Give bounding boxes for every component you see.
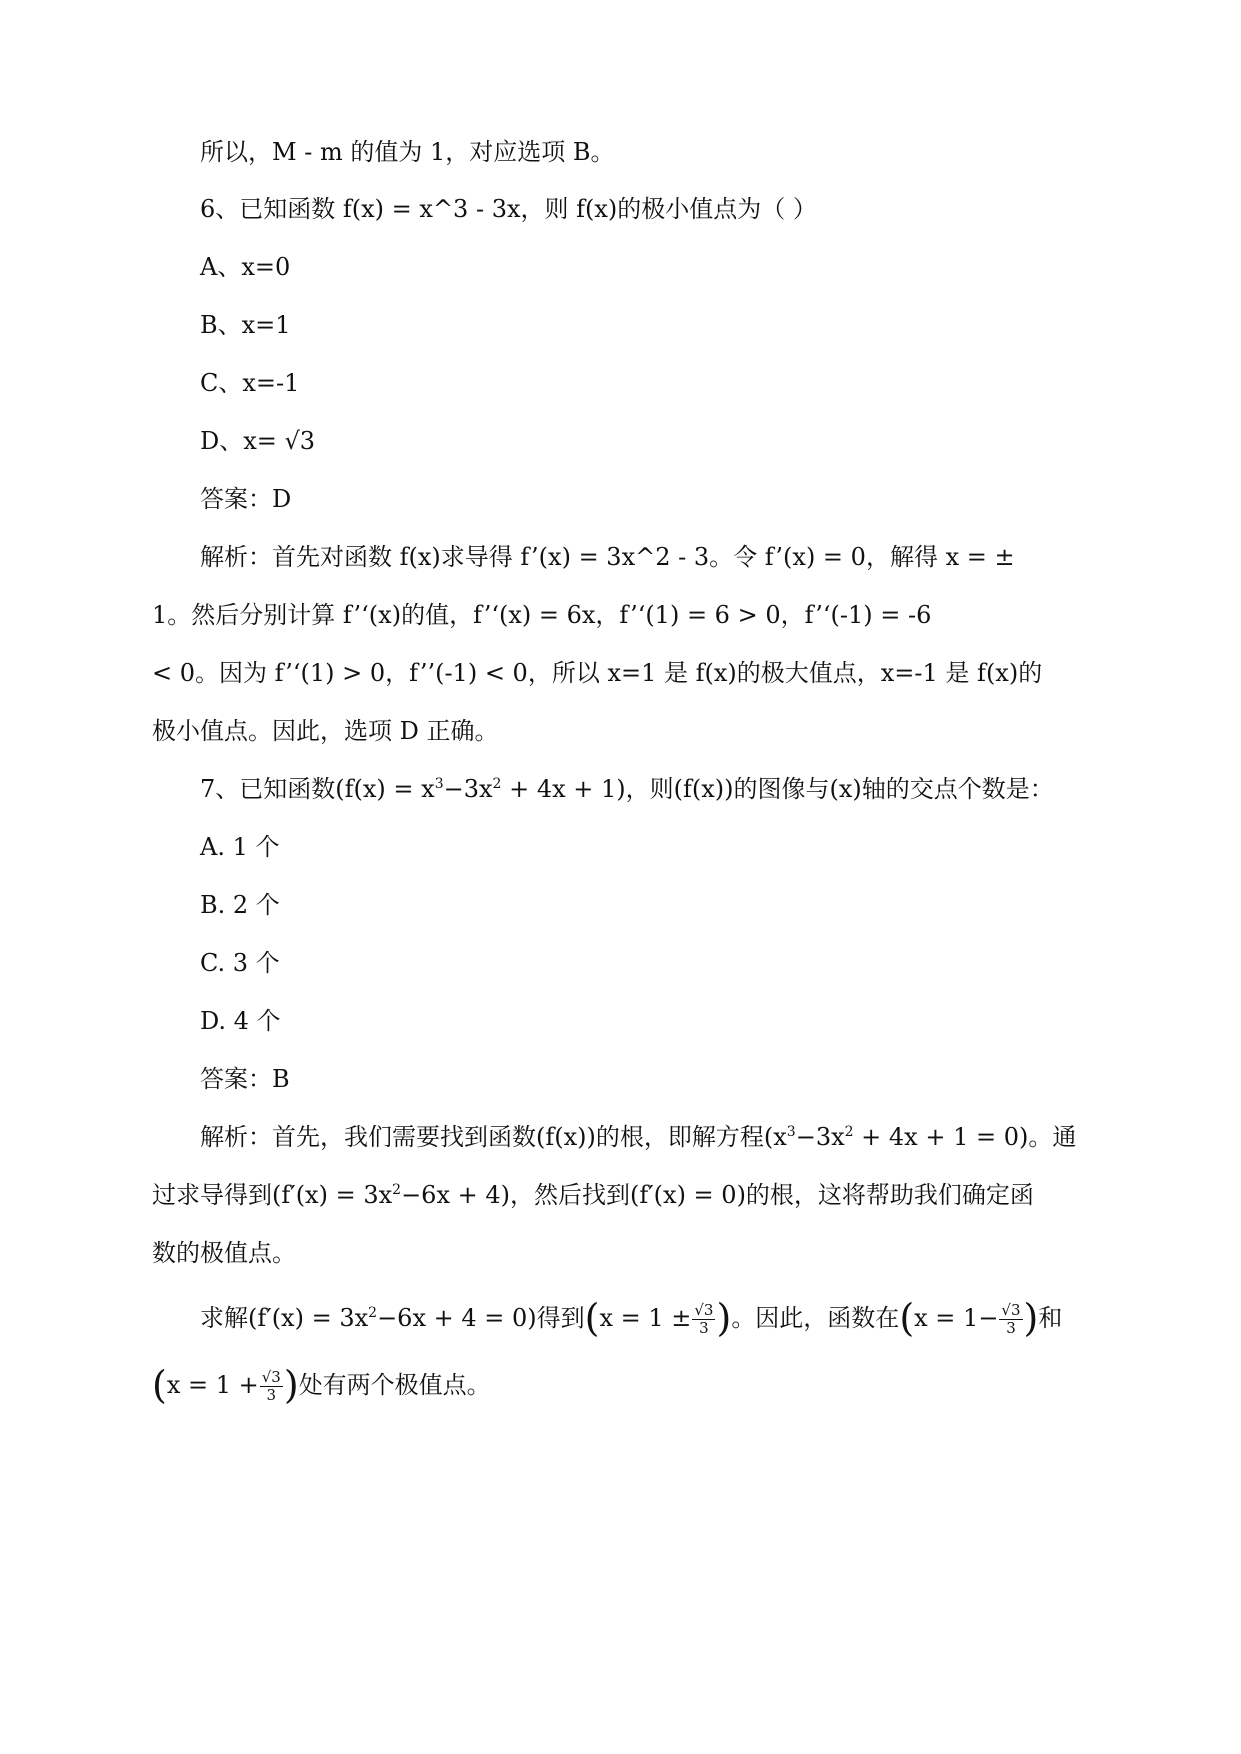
analysis-part: 过求导得到(f′(x) = 3x bbox=[152, 1181, 393, 1209]
exponent: 3 bbox=[786, 1124, 796, 1140]
solve-part: 。因此，函数在 bbox=[731, 1304, 900, 1332]
solve-line-1 bbox=[200, 1296, 1092, 1340]
analysis-7-line-1 bbox=[200, 1121, 1092, 1153]
solve-part: 求解(f′(x) = 3x bbox=[200, 1304, 369, 1332]
question-6: 6、已知函数 f(x) = x^3 - 3x，则 f(x)的极小值点为（ ） bbox=[200, 195, 817, 223]
solve-part: 处有两个极值点。 bbox=[298, 1371, 491, 1399]
right-paren: ) bbox=[1023, 1296, 1039, 1340]
question-7-part: 7、已知函数(f(x) = x bbox=[200, 775, 435, 803]
solve-line-2 bbox=[152, 1363, 1092, 1407]
question-7 bbox=[200, 773, 1092, 805]
root-expression: x = 1 + bbox=[166, 1371, 259, 1399]
right-paren: ) bbox=[716, 1296, 732, 1340]
solve-part: 和 bbox=[1038, 1304, 1063, 1332]
fraction-numerator: √3 bbox=[694, 1301, 714, 1319]
analysis-6-line-2: 1。然后分别计算 f’‘(x)的值，f’‘(x) = 6x，f’‘(1) = 6 > 0，f’‘(-1) = -6 bbox=[152, 601, 932, 629]
left-paren: ( bbox=[899, 1296, 915, 1340]
option-a: A、x=0 bbox=[200, 253, 291, 281]
option-b: B. 2 个 bbox=[200, 891, 280, 919]
option-d: D、x= √3 bbox=[200, 427, 316, 455]
analysis-6-line-1: 解析：首先对函数 f(x)求导得 f’(x) = 3x^2 - 3。令 f’(x) = 0，解得 x = ± bbox=[200, 543, 1015, 571]
fraction-sqrt3-over-3 bbox=[260, 1369, 283, 1404]
answer-6: 答案：D bbox=[200, 485, 292, 513]
fraction-denominator: 3 bbox=[1006, 1319, 1016, 1337]
option-c: C、x=-1 bbox=[200, 369, 300, 397]
analysis-part: −3x bbox=[795, 1123, 845, 1151]
question-7-part: + 4x + 1)，则(f(x))的图像与(x)轴的交点个数是： bbox=[501, 775, 1054, 803]
left-paren: ( bbox=[152, 1363, 167, 1407]
fraction-denominator: 3 bbox=[266, 1386, 277, 1404]
text-line: 所以，M - m 的值为 1，对应选项 B。 bbox=[200, 138, 615, 166]
analysis-part: 解析：首先，我们需要找到函数(f(x))的根，即解方程(x bbox=[200, 1123, 787, 1151]
analysis-part: + 4x + 1 = 0)。通 bbox=[853, 1123, 1077, 1151]
exponent: 2 bbox=[368, 1305, 378, 1321]
option-b: B、x=1 bbox=[200, 311, 291, 339]
analysis-6-line-4: 极小值点。因此，选项 D 正确。 bbox=[152, 717, 499, 745]
fraction-denominator: 3 bbox=[699, 1319, 709, 1337]
fraction-numerator: √3 bbox=[261, 1368, 281, 1386]
fraction-sqrt3-over-3 bbox=[692, 1302, 715, 1337]
exponent: 2 bbox=[392, 1182, 402, 1198]
option-c: C. 3 个 bbox=[200, 949, 280, 977]
root-expression: x = 1 ± bbox=[599, 1304, 692, 1332]
analysis-part: −6x + 4)，然后找到(f′(x) = 0)的根，这将帮助我们确定函 bbox=[401, 1181, 1034, 1209]
left-paren: ( bbox=[584, 1296, 600, 1340]
exponent: 3 bbox=[434, 776, 444, 792]
root-expression: x = 1− bbox=[914, 1304, 999, 1332]
exponent: 2 bbox=[492, 776, 502, 792]
fraction-sqrt3-over-3 bbox=[999, 1302, 1022, 1337]
fraction-numerator: √3 bbox=[1001, 1301, 1021, 1319]
option-a: A. 1 个 bbox=[200, 833, 280, 861]
solve-part: −6x + 4 = 0)得到 bbox=[377, 1304, 585, 1332]
analysis-7-line-2 bbox=[152, 1179, 1092, 1211]
answer-7: 答案：B bbox=[200, 1065, 290, 1093]
analysis-6-line-3: < 0。因为 f’‘(1) > 0，f’’(-1) < 0，所以 x=1 是 f(x)的极大值点，x=-1 是 f(x)的 bbox=[152, 659, 1043, 687]
exponent: 2 bbox=[844, 1124, 854, 1140]
question-7-part: −3x bbox=[443, 775, 493, 803]
right-paren: ) bbox=[283, 1363, 299, 1407]
analysis-7-line-3: 数的极值点。 bbox=[152, 1239, 296, 1267]
option-d: D. 4 个 bbox=[200, 1007, 281, 1035]
